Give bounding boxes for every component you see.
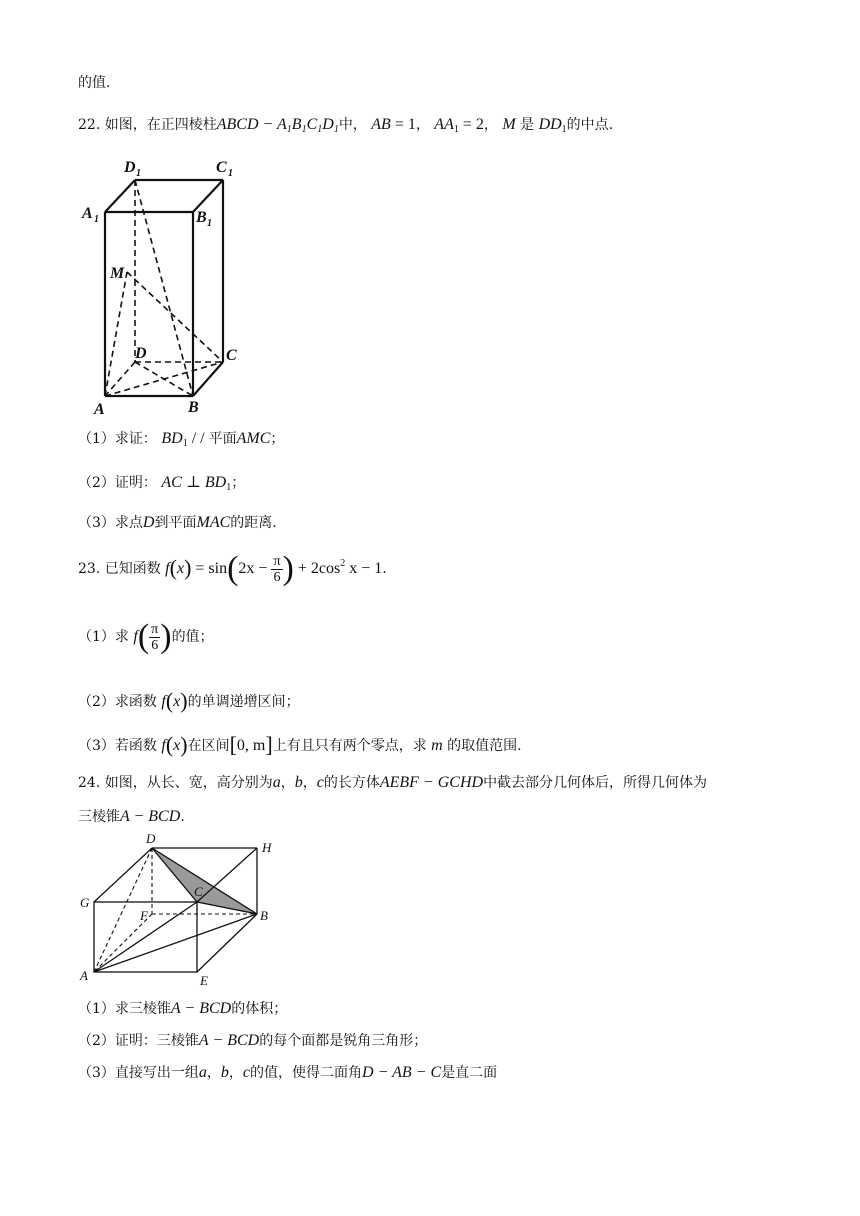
svg-text:1: 1 (228, 168, 233, 179)
q23-part2: （2）求函数 f(x)的单调递增区间； (78, 688, 300, 713)
q23-part3: （3）若函数 f(x)在区间[0, m]上有且只有两个零点，求 m 的取值范围. (78, 732, 522, 757)
continuation-text (78, 72, 110, 92)
label-D1: D (124, 159, 136, 176)
prism-name: ABCD − A1B1C1D1 (216, 116, 339, 135)
label-A: A (80, 968, 88, 983)
label-C: C (194, 884, 203, 899)
svg-text:1: 1 (94, 214, 99, 225)
m-symbol: M (502, 116, 516, 133)
label-A1: A (82, 205, 93, 222)
label-B: B (188, 399, 199, 416)
dd1-symbol: DD (538, 116, 562, 133)
q24-stem-line2: 三棱锥A − BCD. (78, 808, 185, 825)
q22-part2: （2）证明： AC ⊥ $BD_1$； (78, 474, 246, 493)
q24-part1: （1）求三棱锥A − BCD的体积； (78, 1000, 288, 1017)
label-B: B (260, 908, 268, 923)
label-G: G (80, 895, 90, 910)
prev-question-tail: 的值. (78, 75, 111, 91)
q23-part1: （1）求 f( $\frac{\pi}{6}$ )的值； (78, 618, 214, 655)
label-M: M (110, 265, 125, 282)
q24-part2: （2）证明：三棱锥A − BCD的每个面都是锐角三角形； (78, 1032, 428, 1049)
q22-prism-figure (80, 150, 250, 420)
q22-part1: （1）求证： $BD_1$ / / 平面AMC； (78, 430, 285, 449)
svg-text:1: 1 (207, 218, 212, 229)
label-H: H (262, 840, 272, 855)
label-A: A (94, 401, 105, 418)
q22-part3: （3）求点D到平面MAC的距离. (78, 514, 277, 531)
svg-text:1: 1 (136, 168, 141, 179)
label-B1: B (196, 209, 207, 226)
q23-stem: 23. 已知函数 f(x) = sin(2x − $\frac{\pi}{6}$ ) + $2\cos^2$ x − 1. (78, 550, 387, 587)
aa1-symbol: AA (434, 116, 454, 133)
label-F: F (140, 908, 148, 923)
q22-zhong: 中， (338, 117, 367, 133)
q22-stem: 22. 如图，在正四棱柱ABCD − A1B1C1D1中， AB = 1， $AA_1 = 2$， M 是 $DD_1$的中点. (78, 116, 614, 135)
label-D: D (135, 345, 147, 362)
q22-stem-text: 如图，在正四棱柱 (104, 117, 217, 133)
label-C: C (226, 347, 237, 364)
q24-stem: 24. 如图，从长、宽，高分别为a，b，c的长方体AEBF − GCHD中截去部分几何体后，所得几何体为 (78, 774, 708, 791)
q22-number: 22. (78, 117, 101, 133)
label-D: D (146, 831, 156, 846)
q24-part3: （3）直接写出一组a，b，c的值，使得二面角D − AB − C是直二面 (78, 1064, 498, 1081)
label-E: E (200, 973, 208, 988)
label-C1: C (216, 159, 227, 176)
q24-box-figure (76, 830, 286, 990)
ab-symbol: AB (371, 116, 391, 133)
